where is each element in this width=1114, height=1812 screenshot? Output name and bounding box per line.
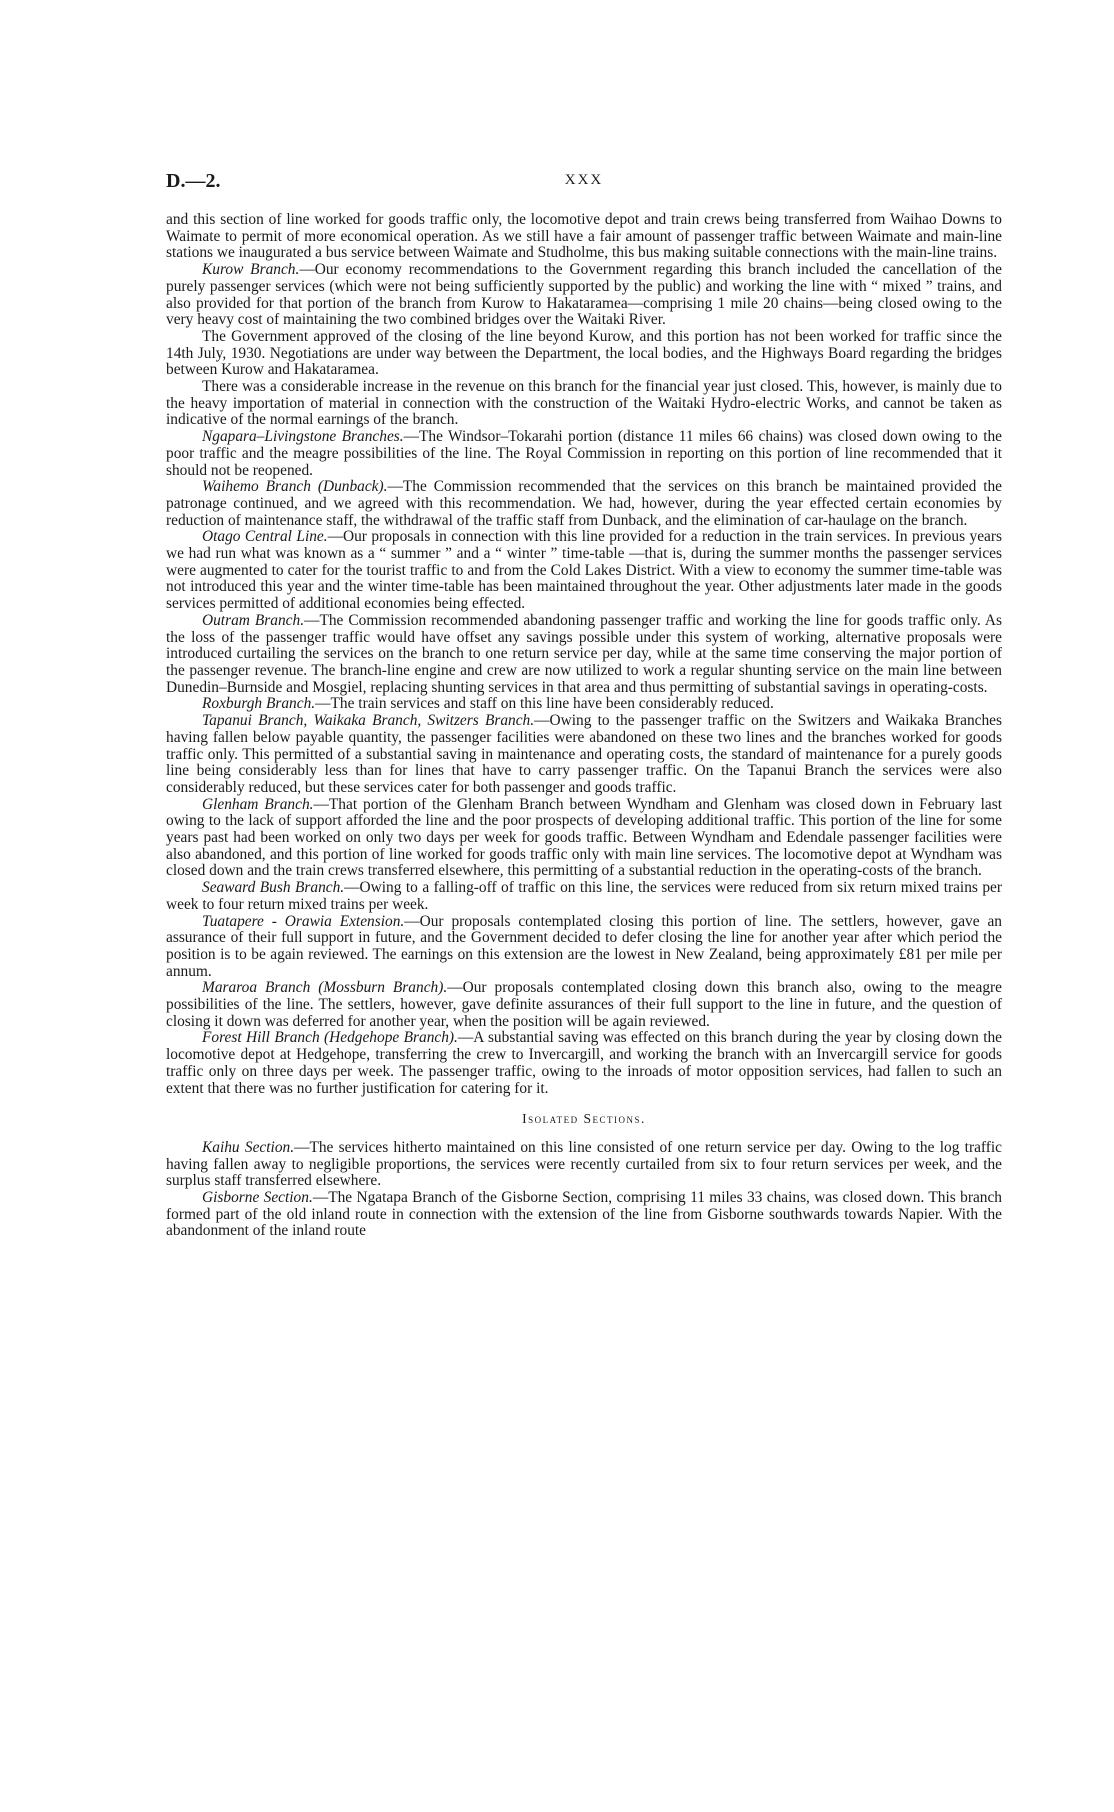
paragraph-lead: Mararoa Branch (Mossburn Branch). <box>202 979 448 997</box>
paragraph-text: —That portion of the Glenham Branch between Wyndham and Glenham was closed down in February last owing to the lack of support afforded the line and the poor prospects of developing additional traffic. This portion of the line for some years past had been worked on only two days per week for goods traffic. Between Wyndham and Edendale passenger facilities were also abandoned, and this portion of line worked for goods traffic only with main line services. The locomotive depot at Wyndham was closed down and the train crews transferred elsewhere, this permitting of a substantial reduction in the operating-costs of the branch. <box>166 795 1002 880</box>
paragraph-lead: Roxburgh Branch. <box>202 695 316 713</box>
paragraph-lead: Outram Branch. <box>202 611 305 629</box>
paragraph-text: —Our economy recommendations to the Government regarding this branch included the cancellation of the purely passenger services (which were not being sufficiently supported by the public) and working the line with “ mixed ” trains, and also provided for that portion of the branch from Kurow to Hakataramea—comprising 1 mile 20 chains—being closed owing to the very heavy cost of maintaining the two combined bridges over the Waitaki River. <box>166 261 1002 329</box>
paragraph-text: —Our proposals contemplated closing down this branch also, owing to the meagre possibilities of the line. The settlers, however, gave definite assurances of their full support to the line in future, and the question of closing it down was deferred for another year, when the position will be again reviewed. <box>166 979 1002 1030</box>
paragraph-text: —The services hitherto maintained on this line consisted of one return service per day. Owing to the log traffic having fallen away to negligible proportions, the services were recently curtailed from six to four return services per week, and the surplus staff transferred elsewhere. <box>166 1138 1002 1190</box>
paragraph-lead: Tuatapere - Orawia Extension. <box>202 912 405 930</box>
paragraph-text: —The Ngatapa Branch of the Gisborne Section, comprising 11 miles 33 chains, was closed down. This branch formed part of the old inland route in connection with the extension of the line from Gisborne southwards towards Napier. With the abandonment of the inland route <box>166 1189 1002 1240</box>
paragraph <box>166 212 1002 262</box>
paragraph-text: The Government approved of the closing of the line beyond Kurow, and this portion has not been worked for traffic since the 14th July, 1930. Negotiations are under way between the Department, the local bodies, and the Highways Board regarding the bridges between Kurow and Hakataramea. <box>166 327 1002 379</box>
paragraph <box>166 696 1002 713</box>
paragraph-lead: Kaihu Section. <box>202 1138 295 1156</box>
document-reference: D.—2. <box>166 170 221 192</box>
paragraph <box>166 1140 1002 1190</box>
paragraph-text: and this section of line worked for goods traffic only, the locomotive depot and train crews being transferred from Waihao Downs to Waimate to permit of more economical operation. As we still have a fair amount of passenger traffic between Waimate and main-line stations we inaugurated a bus service between Waimate and Studholme, this bus making suitable connections with the main-line trains. <box>166 211 1002 262</box>
paragraph-text: —The Commission recommended abandoning passenger traffic and working the line for goods traffic only. As the loss of the passenger traffic would have offset any savings possible under this system of working, alternative proposals were introduced curtailing the services on the branch to one return service per day, while at the same time conserving the major portion of the passenger revenue. The branch-line engine and crew are now utilized to work a regular shunting service on the main line between Dunedin–Burnside and Mosgiel, replacing shunting services in that area and thus permitting of substantial savings in operating-costs. <box>166 611 1002 696</box>
paragraph-lead: Seaward Bush Branch. <box>202 879 345 897</box>
paragraph-text: —Owing to the passenger traffic on the Switzers and Waikaka Branches having fallen below payable quantity, the passenger facilities were abandoned on these two lines and the branches worked for goods traffic only. This permitted of a substantial saving in maintenance and operating costs, the standard of maintenance for a purely goods line being considerably less than for lines that have to carry passenger traffic. On the Tapanui Branch the services were also considerably reduced, but these services cater for both passenger and goods traffic. <box>166 712 1002 796</box>
document-body <box>166 212 1002 1240</box>
paragraph-lead: Forest Hill Branch (Hedgehope Branch). <box>202 1029 458 1047</box>
paragraph-lead: Otago Central Line. <box>202 528 328 546</box>
paragraph-lead: Glenham Branch. <box>202 795 314 813</box>
paragraph-lead: Ngapara–Livingstone Branches. <box>202 428 404 446</box>
section-heading: Isolated Sections. <box>522 1111 646 1127</box>
paragraph-text: —The Commission recommended that the services on this branch be maintained provided the patronage continued, and we agreed with this recommendation. We had, however, during the year effected certain economies by reduction of maintenance staff, the withdrawal of the traffic staff from Dunback, and the elimination of car-haulage on the branch. <box>166 478 1002 529</box>
paragraph <box>166 379 1002 429</box>
paragraph <box>166 613 1002 697</box>
paragraph <box>166 479 1002 529</box>
paragraph <box>166 914 1002 981</box>
page-header <box>166 170 1002 194</box>
paragraph-lead: Tapanui Branch, Waikaka Branch, Switzers Branch. <box>202 712 535 730</box>
paragraph <box>166 880 1002 913</box>
paragraph-text: —The train services and staff on this line have been considerably reduced. <box>315 695 774 713</box>
paragraph-text: —Owing to a falling-off of traffic on this line, the services were reduced from six return mixed trains per week to four return mixed trains per week. <box>166 879 1003 913</box>
paragraph <box>166 1030 1002 1097</box>
paragraph-lead: Gisborne Section. <box>202 1189 313 1207</box>
paragraph <box>166 980 1002 1030</box>
paragraph <box>166 429 1002 479</box>
paragraph <box>166 529 1002 613</box>
paragraph <box>166 713 1002 797</box>
paragraph-text: —Our proposals in connection with this line provided for a reduction in the train services. In previous years we had run what was known as a “ summer ” and a “ winter ” time-table —that is, during the summer months the passenger services were augmented to cater for the tourist traffic to and from the Cold Lakes District. With a view to economy the summer time-table was not introduced this year and the winter time-table has been maintained throughout the year. Other adjustments later made in the goods services permitted of additional economies being effected. <box>166 528 1002 613</box>
paragraph-text: There was a considerable increase in the revenue on this branch for the financial year just closed. This, however, is mainly due to the heavy importation of material in connection with the construction of the Waitaki Hydro-electric Works, and cannot be taken as indicative of the normal earnings of the branch. <box>166 378 1002 429</box>
paragraph <box>166 329 1002 379</box>
paragraph-text: —The Windsor–Tokarahi portion (distance 11 miles 66 chains) was closed down owing to the poor traffic and the meagre possibilities of the line. The Royal Commission in reporting on this portion of line recommended that it should not be reopened. <box>166 428 1003 479</box>
paragraph-lead: Kurow Branch. <box>202 261 300 279</box>
paragraph-text: —Our proposals contemplated closing this portion of line. The settlers, however, gave an assurance of their full support in future, and the Government decided to defer closing the line for another year after which period the position is to be again reviewed. The earnings on this extension are the lowest in New Zealand, being approximately £81 per mile per annum. <box>166 912 1002 980</box>
paragraph <box>166 797 1002 881</box>
paragraph <box>166 262 1002 329</box>
page-number: XXX <box>564 172 604 188</box>
paragraph <box>166 1190 1002 1240</box>
paragraph-text: —A substantial saving was effected on this branch during the year by closing down the locomotive depot at Hedgehope, transferring the crew to Invercargill, and working the branch with an Invercargill service for goods traffic only on three days per week. The passenger traffic, owing to the inroads of motor opposition services, had fallen to such an extent that there was no further justification for catering for it. <box>166 1029 1003 1097</box>
paragraph-lead: Waihemo Branch (Dunback). <box>202 478 388 496</box>
